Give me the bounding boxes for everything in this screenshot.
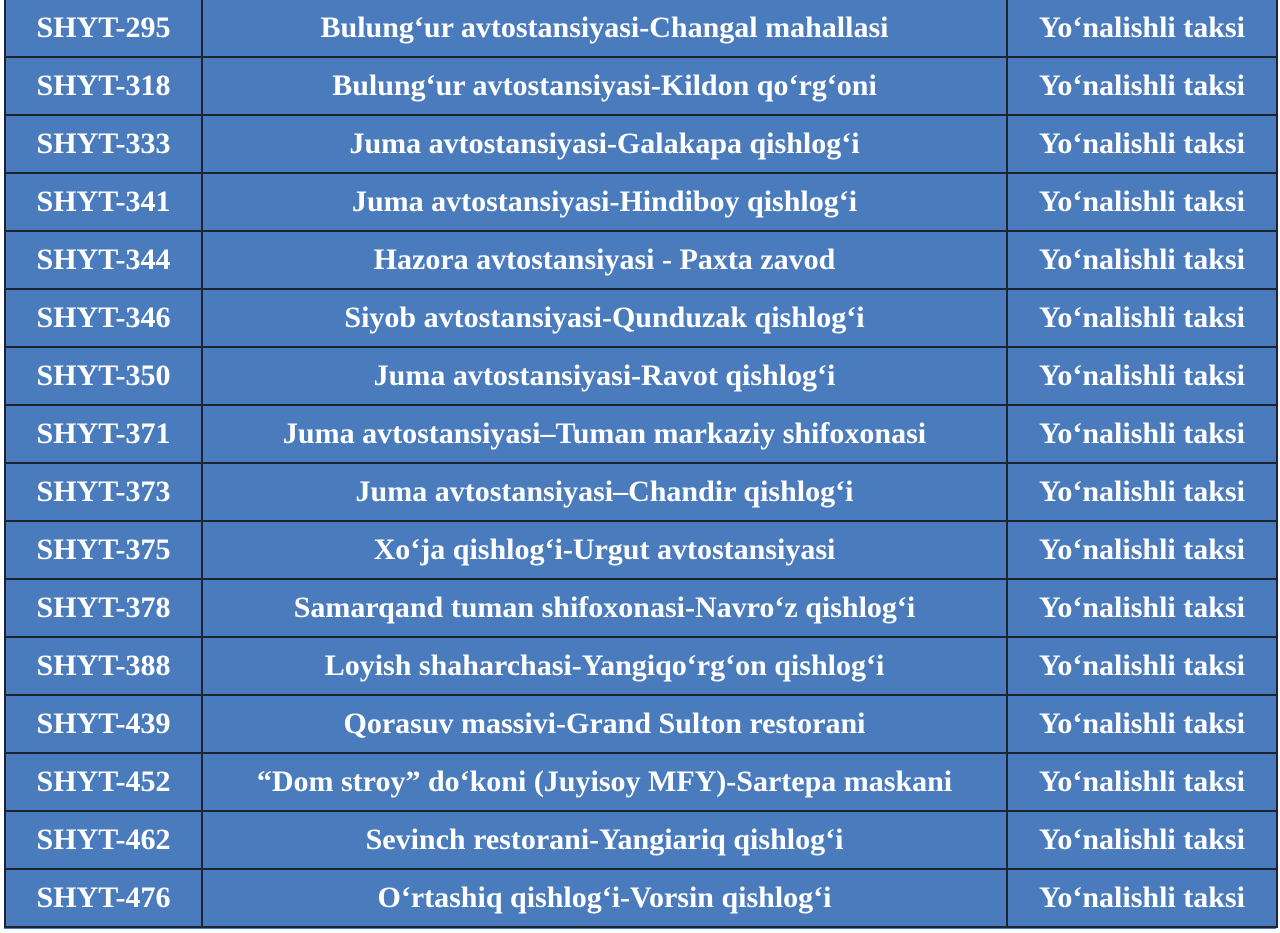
table-row bbox=[5, 231, 1277, 289]
route-name-cell: Xo‘ja qishlog‘i-Urgut avtostansiyasi bbox=[202, 521, 1007, 579]
route-name-cell: Samarqand tuman shifoxonasi-Navro‘z qishlog‘i bbox=[202, 579, 1007, 637]
route-code-cell: SHYT-350 bbox=[5, 347, 202, 405]
transport-type-cell: Yo‘nalishli taksi bbox=[1007, 231, 1277, 289]
transport-type-cell: Yo‘nalishli taksi bbox=[1007, 115, 1277, 173]
route-name-cell: Juma avtostansiyasi-Galakapa qishlog‘i bbox=[202, 115, 1007, 173]
route-name-cell: Juma avtostansiyasi–Chandir qishlog‘i bbox=[202, 463, 1007, 521]
route-name-cell: Qorasuv massivi-Grand Sulton restorani bbox=[202, 695, 1007, 753]
route-code-cell: SHYT-344 bbox=[5, 231, 202, 289]
routes-table bbox=[4, 0, 1278, 928]
transport-type-cell: Yo‘nalishli taksi bbox=[1007, 0, 1277, 57]
table-row bbox=[5, 347, 1277, 405]
transport-type-cell: Yo‘nalishli taksi bbox=[1007, 753, 1277, 811]
route-name-cell: “Dom stroy” do‘koni (Juyisoy MFY)-Sartepa maskani bbox=[202, 753, 1007, 811]
route-code-cell: SHYT-333 bbox=[5, 115, 202, 173]
route-name-cell: Juma avtostansiyasi–Tuman markaziy shifoxonasi bbox=[202, 405, 1007, 463]
table-row bbox=[5, 405, 1277, 463]
transport-type-cell: Yo‘nalishli taksi bbox=[1007, 57, 1277, 115]
transport-type-cell: Yo‘nalishli taksi bbox=[1007, 579, 1277, 637]
table-row bbox=[5, 289, 1277, 347]
transport-type-cell: Yo‘nalishli taksi bbox=[1007, 463, 1277, 521]
route-name-cell: Juma avtostansiyasi-Ravot qishlog‘i bbox=[202, 347, 1007, 405]
table-row bbox=[5, 173, 1277, 231]
route-name-cell: Hazora avtostansiyasi - Paxta zavod bbox=[202, 231, 1007, 289]
route-code-cell: SHYT-476 bbox=[5, 869, 202, 927]
transport-type-cell: Yo‘nalishli taksi bbox=[1007, 289, 1277, 347]
route-name-cell: Juma avtostansiyasi-Hindiboy qishlog‘i bbox=[202, 173, 1007, 231]
table-row bbox=[5, 463, 1277, 521]
transport-type-cell: Yo‘nalishli taksi bbox=[1007, 811, 1277, 869]
route-code-cell: SHYT-462 bbox=[5, 811, 202, 869]
route-name-cell: Sevinch restorani-Yangiariq qishlog‘i bbox=[202, 811, 1007, 869]
transport-type-cell: Yo‘nalishli taksi bbox=[1007, 869, 1277, 927]
route-code-cell: SHYT-375 bbox=[5, 521, 202, 579]
transport-type-cell: Yo‘nalishli taksi bbox=[1007, 637, 1277, 695]
route-code-cell: SHYT-341 bbox=[5, 173, 202, 231]
table-row bbox=[5, 637, 1277, 695]
route-code-cell: SHYT-371 bbox=[5, 405, 202, 463]
table-row bbox=[5, 57, 1277, 115]
transport-type-cell: Yo‘nalishli taksi bbox=[1007, 405, 1277, 463]
route-code-cell: SHYT-439 bbox=[5, 695, 202, 753]
transport-type-cell: Yo‘nalishli taksi bbox=[1007, 695, 1277, 753]
transport-type-cell: Yo‘nalishli taksi bbox=[1007, 347, 1277, 405]
route-name-cell: Bulung‘ur avtostansiyasi-Changal mahallasi bbox=[202, 0, 1007, 57]
route-name-cell: Loyish shaharchasi-Yangiqo‘rg‘on qishlog‘i bbox=[202, 637, 1007, 695]
route-code-cell: SHYT-452 bbox=[5, 753, 202, 811]
route-code-cell: SHYT-318 bbox=[5, 57, 202, 115]
routes-table-container bbox=[4, 0, 1276, 929]
route-code-cell: SHYT-373 bbox=[5, 463, 202, 521]
route-name-cell: Siyob avtostansiyasi-Qunduzak qishlog‘i bbox=[202, 289, 1007, 347]
table-row bbox=[5, 115, 1277, 173]
table-row bbox=[5, 579, 1277, 637]
transport-type-cell: Yo‘nalishli taksi bbox=[1007, 173, 1277, 231]
table-row bbox=[5, 753, 1277, 811]
route-code-cell: SHYT-378 bbox=[5, 579, 202, 637]
table-row bbox=[5, 695, 1277, 753]
table-row bbox=[5, 811, 1277, 869]
route-code-cell: SHYT-346 bbox=[5, 289, 202, 347]
table-row bbox=[5, 869, 1277, 927]
table-row bbox=[5, 521, 1277, 579]
route-code-cell: SHYT-388 bbox=[5, 637, 202, 695]
route-name-cell: Bulung‘ur avtostansiyasi-Kildon qo‘rg‘oni bbox=[202, 57, 1007, 115]
route-name-cell: O‘rtashiq qishlog‘i-Vorsin qishlog‘i bbox=[202, 869, 1007, 927]
route-code-cell: SHYT-295 bbox=[5, 0, 202, 57]
transport-type-cell: Yo‘nalishli taksi bbox=[1007, 521, 1277, 579]
table-row bbox=[5, 0, 1277, 57]
routes-table-body bbox=[5, 0, 1277, 927]
